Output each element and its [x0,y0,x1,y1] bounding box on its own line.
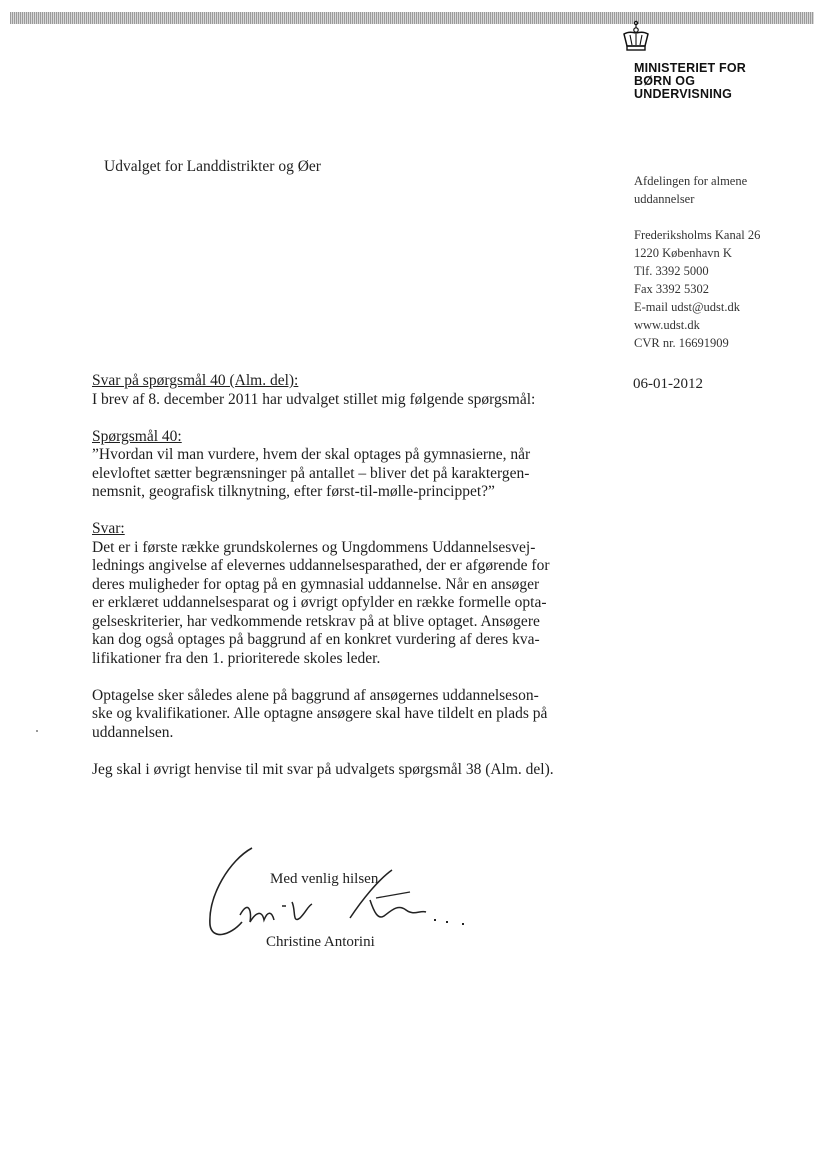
answer-line: er erklæret uddannelsesparat og i øvrigt opfylder en række formelle opta- [92,594,547,611]
reference-line: Jeg skal i øvrigt henvise til mit svar på udvalgets spørgsmål 38 (Alm. del). [92,760,554,778]
letter-body [92,372,582,779]
answer-line: lifikationer fra den 1. prioriterede skoles leder. [92,649,381,667]
phone-line: Tlf. 3392 5000 [634,264,709,278]
question-line: elevloftet sætter begrænsninger på antallet – bliver det på karaktergen- [92,464,530,482]
address-line: Frederiksholms Kanal 26 [634,228,761,242]
department-line: Afdelingen for almene [634,174,748,188]
crown-icon [621,20,651,52]
letter-date: 06-01-2012 [633,376,703,392]
ministry-line: BØRN OG [634,74,696,88]
department-line: uddannelser [634,192,695,206]
question-line: nemsnit, geografisk tilknytning, efter først-til-mølle-princippet?” [92,483,495,500]
answer-line: kan dog også optages på baggrund af en konkret vurdering af deres kva- [92,631,540,648]
ministry-name [634,62,804,101]
question-line: ”Hvordan vil man vurdere, hvem der skal optages på gymnasierne, når [92,446,531,463]
answer-heading: Svar: [92,520,125,537]
answer-line: lednings angivelse af elevernes uddannelsesparathed, der er afgørende for [92,557,550,574]
subject-line: Svar på spørgsmål 40 (Alm. del): [92,372,299,389]
header-decorative-bar [10,12,814,24]
answer-line: gelseskriterier, har vedkommende retskrav på at blive optaget. Ansøgere [92,612,540,630]
fax-line: Fax 3392 5302 [634,282,709,296]
answer-line: uddannelsen. [92,723,174,741]
ministry-line: MINISTERIET FOR [634,61,747,75]
cvr-line: CVR nr. 16691909 [634,336,729,350]
intro-line: I brev af 8. december 2011 har udvalget stillet mig følgende spørgsmål: [92,390,536,408]
question-heading: Spørgsmål 40: [92,427,182,445]
scan-speck [36,730,38,732]
website-line: www.udst.dk [634,318,700,332]
address-line: 1220 København K [634,246,732,260]
email-line: E-mail udst@udst.dk [634,300,740,314]
answer-line: ske og kvalifikationer. Alle optagne ansøgere skal have tildelt en plads på [92,705,548,722]
ministry-line: UNDERVISNING [634,87,733,101]
answer-line: deres muligheder for optag på en gymnasial uddannelse. Når en ansøger [92,575,540,593]
signer-name: Christine Antorini [266,934,375,950]
answer-line: Optagelse sker således alene på baggrund af ansøgernes uddannelseson- [92,686,539,704]
recipient: Udvalget for Landdistrikter og Øer [104,158,321,175]
closing-greeting: Med venlig hilsen [270,871,379,887]
sender-info [634,172,814,352]
answer-line: Det er i første række grundskolernes og Ungdommens Uddannelsesvej- [92,538,536,556]
